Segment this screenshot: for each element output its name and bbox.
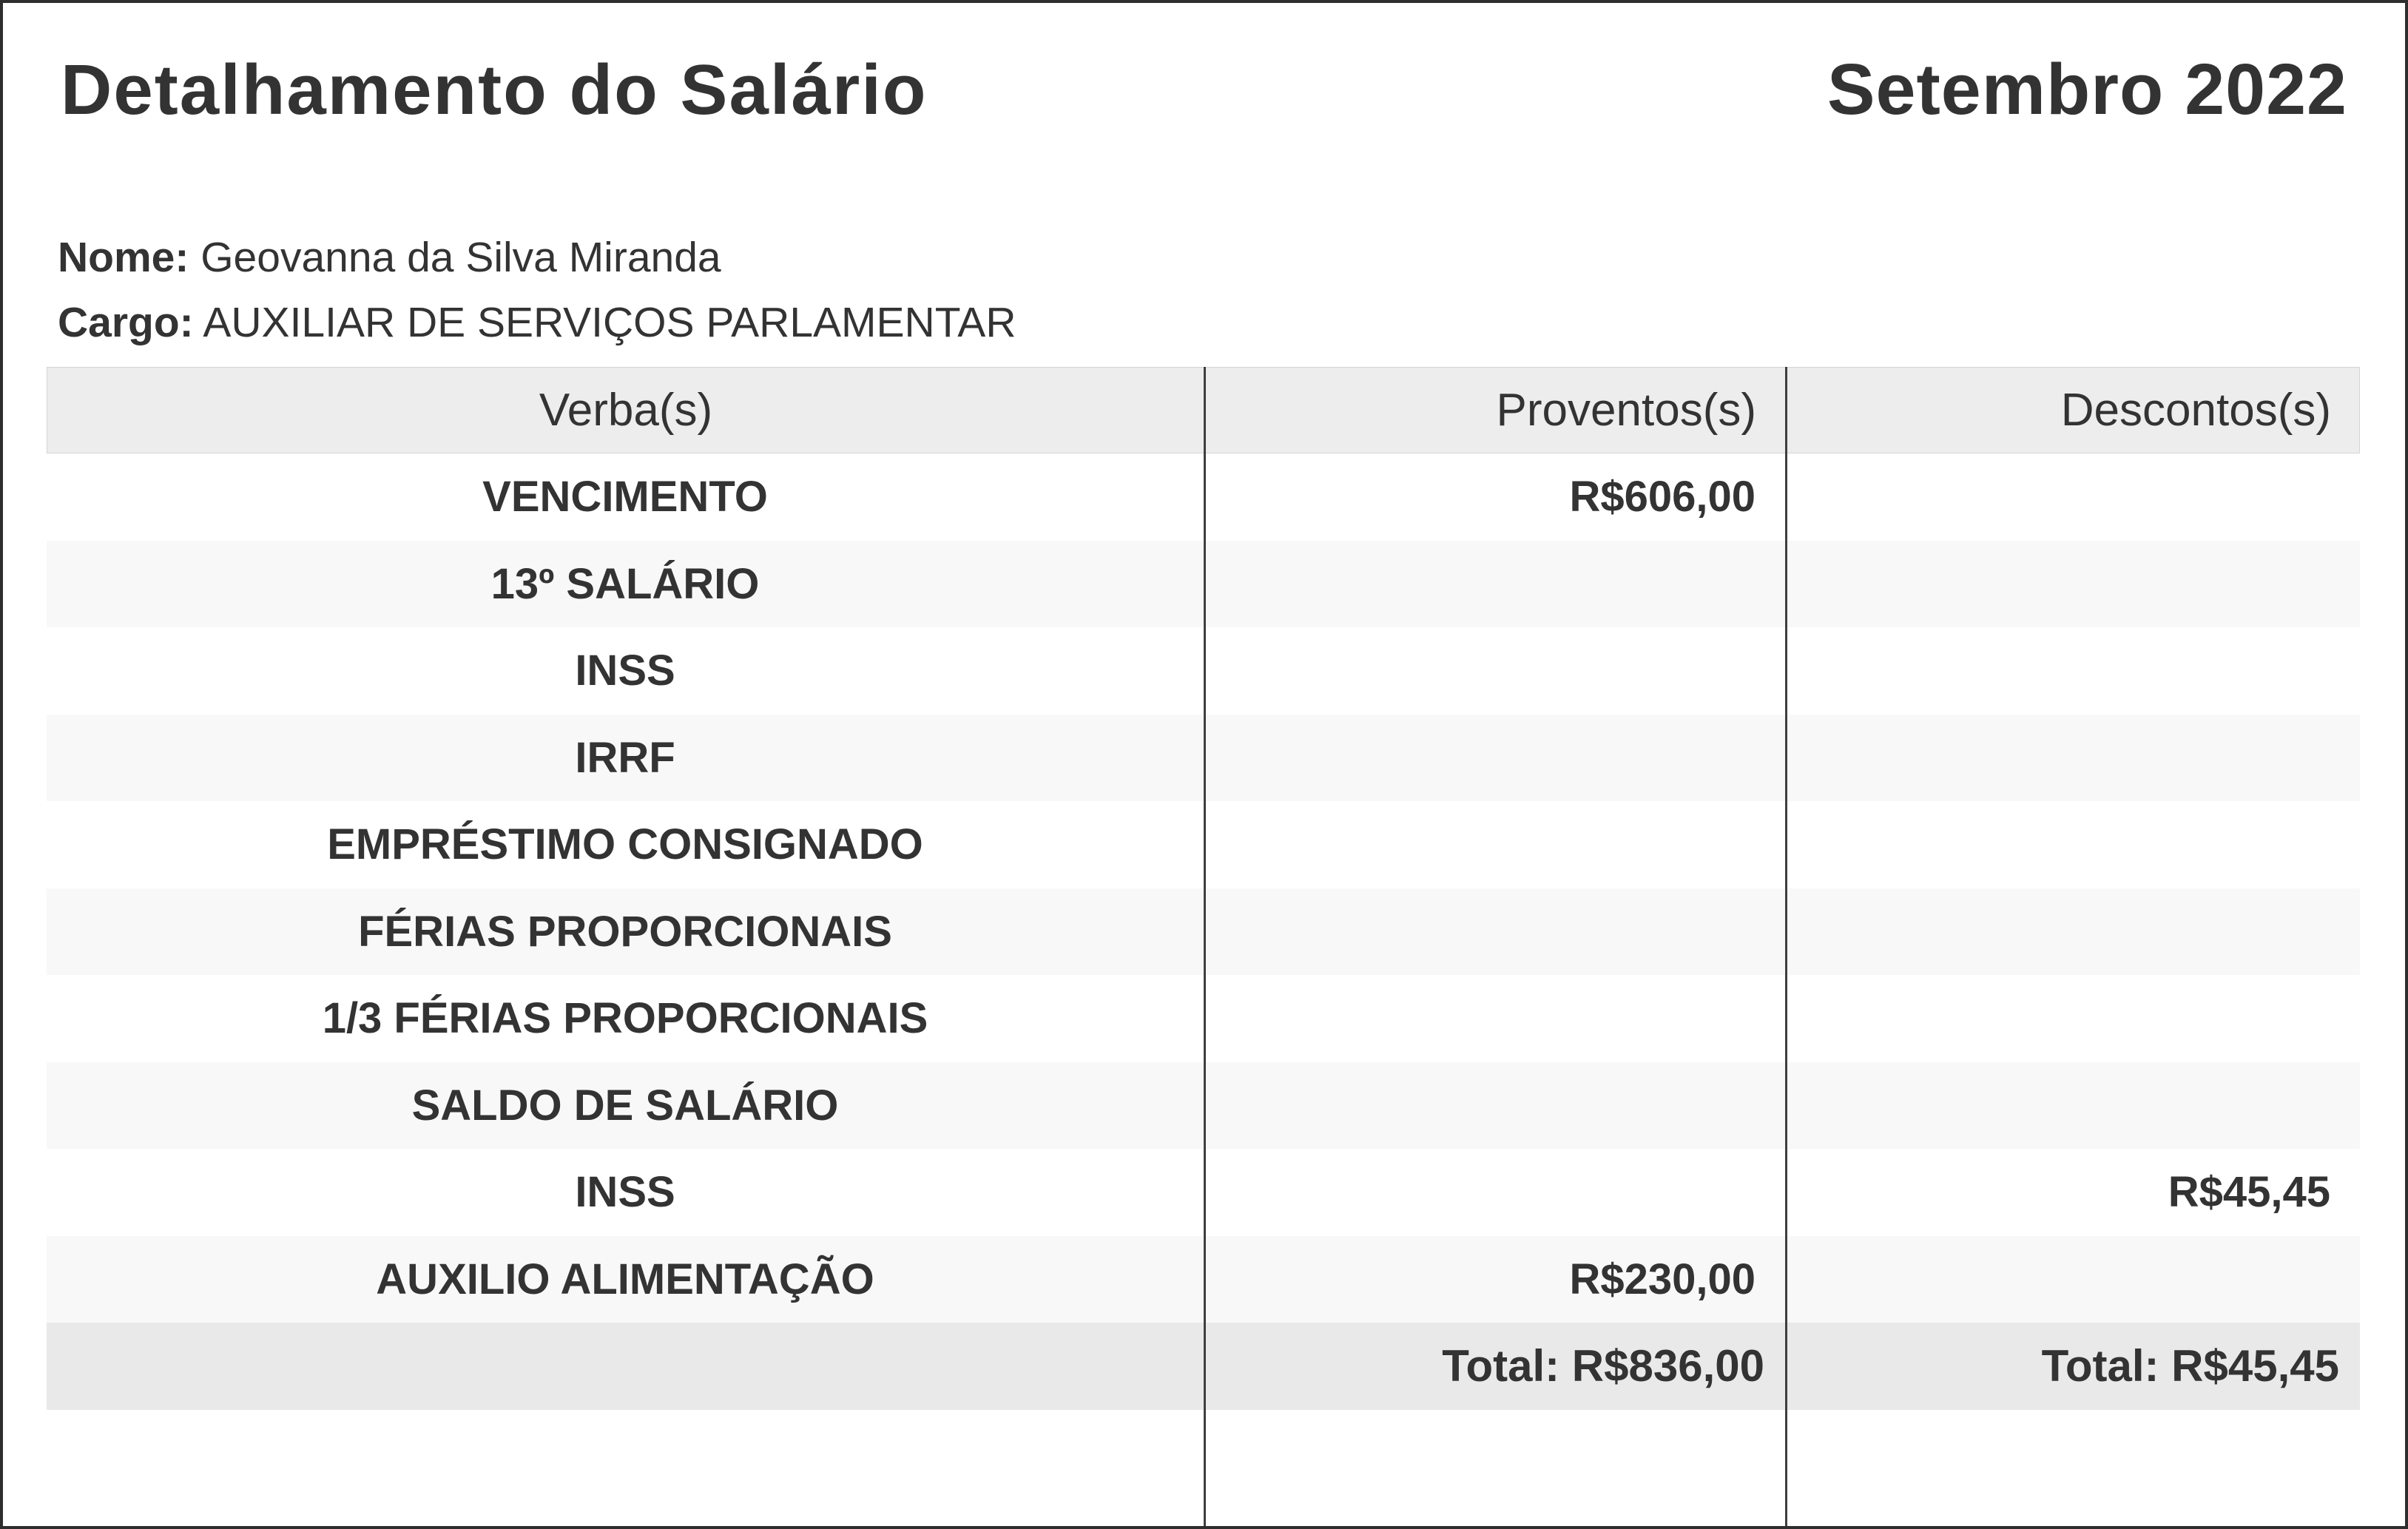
verba-label: IRRF [575, 733, 675, 782]
verba-label: 13º SALÁRIO [490, 559, 760, 608]
proventos-value: R$606,00 [1569, 473, 1756, 522]
verba-cell [47, 1236, 1204, 1323]
total-descontos-cell [1785, 1323, 2360, 1410]
proventos-cell [1204, 1149, 1785, 1236]
total-descontos-value: Total: R$45,45 [2041, 1341, 2339, 1391]
proventos-cell [1204, 1062, 1785, 1150]
verba-cell [47, 888, 1204, 976]
verba-cell [47, 975, 1204, 1062]
verba-label: AUXILIO ALIMENTAÇÃO [376, 1255, 874, 1303]
descontos-cell [1785, 975, 2360, 1062]
verba-cell [47, 801, 1204, 888]
employee-role-line [58, 290, 1016, 355]
column-header-verba-label: Verba(s) [539, 385, 713, 436]
name-label: Nome: [58, 234, 189, 281]
verba-label: EMPRÉSTIMO CONSIGNADO [327, 820, 923, 869]
verba-cell [47, 1062, 1204, 1150]
descontos-cell [1785, 1236, 2360, 1323]
verba-label: INSS [575, 647, 675, 695]
proventos-cell [1204, 801, 1785, 888]
descontos-cell [1785, 715, 2360, 802]
verba-label: VENCIMENTO [482, 473, 768, 522]
verba-cell [47, 715, 1204, 802]
verba-cell [47, 1149, 1204, 1236]
proventos-cell [1204, 715, 1785, 802]
descontos-cell [1785, 627, 2360, 715]
proventos-value: R$230,00 [1569, 1255, 1756, 1303]
column-divider-proventos-descontos [1785, 367, 1787, 1526]
period-label: Setembro 2022 [1827, 49, 2347, 129]
page-header [3, 49, 2405, 131]
role-value: AUXILIAR DE SERVIÇOS PARLAMENTAR [203, 299, 1016, 346]
total-proventos-value: Total: R$836,00 [1442, 1341, 1764, 1391]
employee-name-line [58, 225, 1016, 290]
verba-label: FÉRIAS PROPORCIONAIS [358, 907, 892, 956]
verba-label: INSS [575, 1168, 675, 1217]
column-divider-verba-proventos [1204, 367, 1206, 1526]
descontos-cell [1785, 888, 2360, 976]
column-header-descontos-label: Descontos(s) [2060, 385, 2331, 436]
employee-info [58, 225, 1016, 355]
descontos-cell [1785, 453, 2360, 541]
proventos-cell [1204, 1236, 1785, 1323]
verba-label: SALDO DE SALÁRIO [411, 1081, 839, 1130]
role-label: Cargo: [58, 299, 194, 346]
descontos-cell [1785, 801, 2360, 888]
column-header-descontos [1786, 368, 2361, 453]
descontos-cell [1785, 1062, 2360, 1150]
verba-cell [47, 541, 1204, 628]
page-title: Detalhamento do Salário [61, 50, 928, 129]
column-header-verba [47, 368, 1204, 453]
salary-table [47, 367, 2360, 1526]
verba-label: 1/3 FÉRIAS PROPORCIONAIS [322, 994, 928, 1043]
total-proventos-cell [1204, 1323, 1785, 1410]
descontos-value: R$45,45 [2168, 1168, 2330, 1217]
proventos-cell [1204, 627, 1785, 715]
column-header-proventos-label: Proventos(s) [1496, 385, 1756, 436]
proventos-cell [1204, 453, 1785, 541]
name-value: Geovanna da Silva Miranda [200, 234, 721, 281]
verba-cell [47, 627, 1204, 715]
descontos-cell [1785, 1149, 2360, 1236]
proventos-cell [1204, 541, 1785, 628]
proventos-cell [1204, 888, 1785, 976]
verba-cell [47, 453, 1204, 541]
column-header-proventos [1204, 368, 1786, 453]
total-verba-cell [47, 1323, 1204, 1410]
proventos-cell [1204, 975, 1785, 1062]
descontos-cell [1785, 541, 2360, 628]
